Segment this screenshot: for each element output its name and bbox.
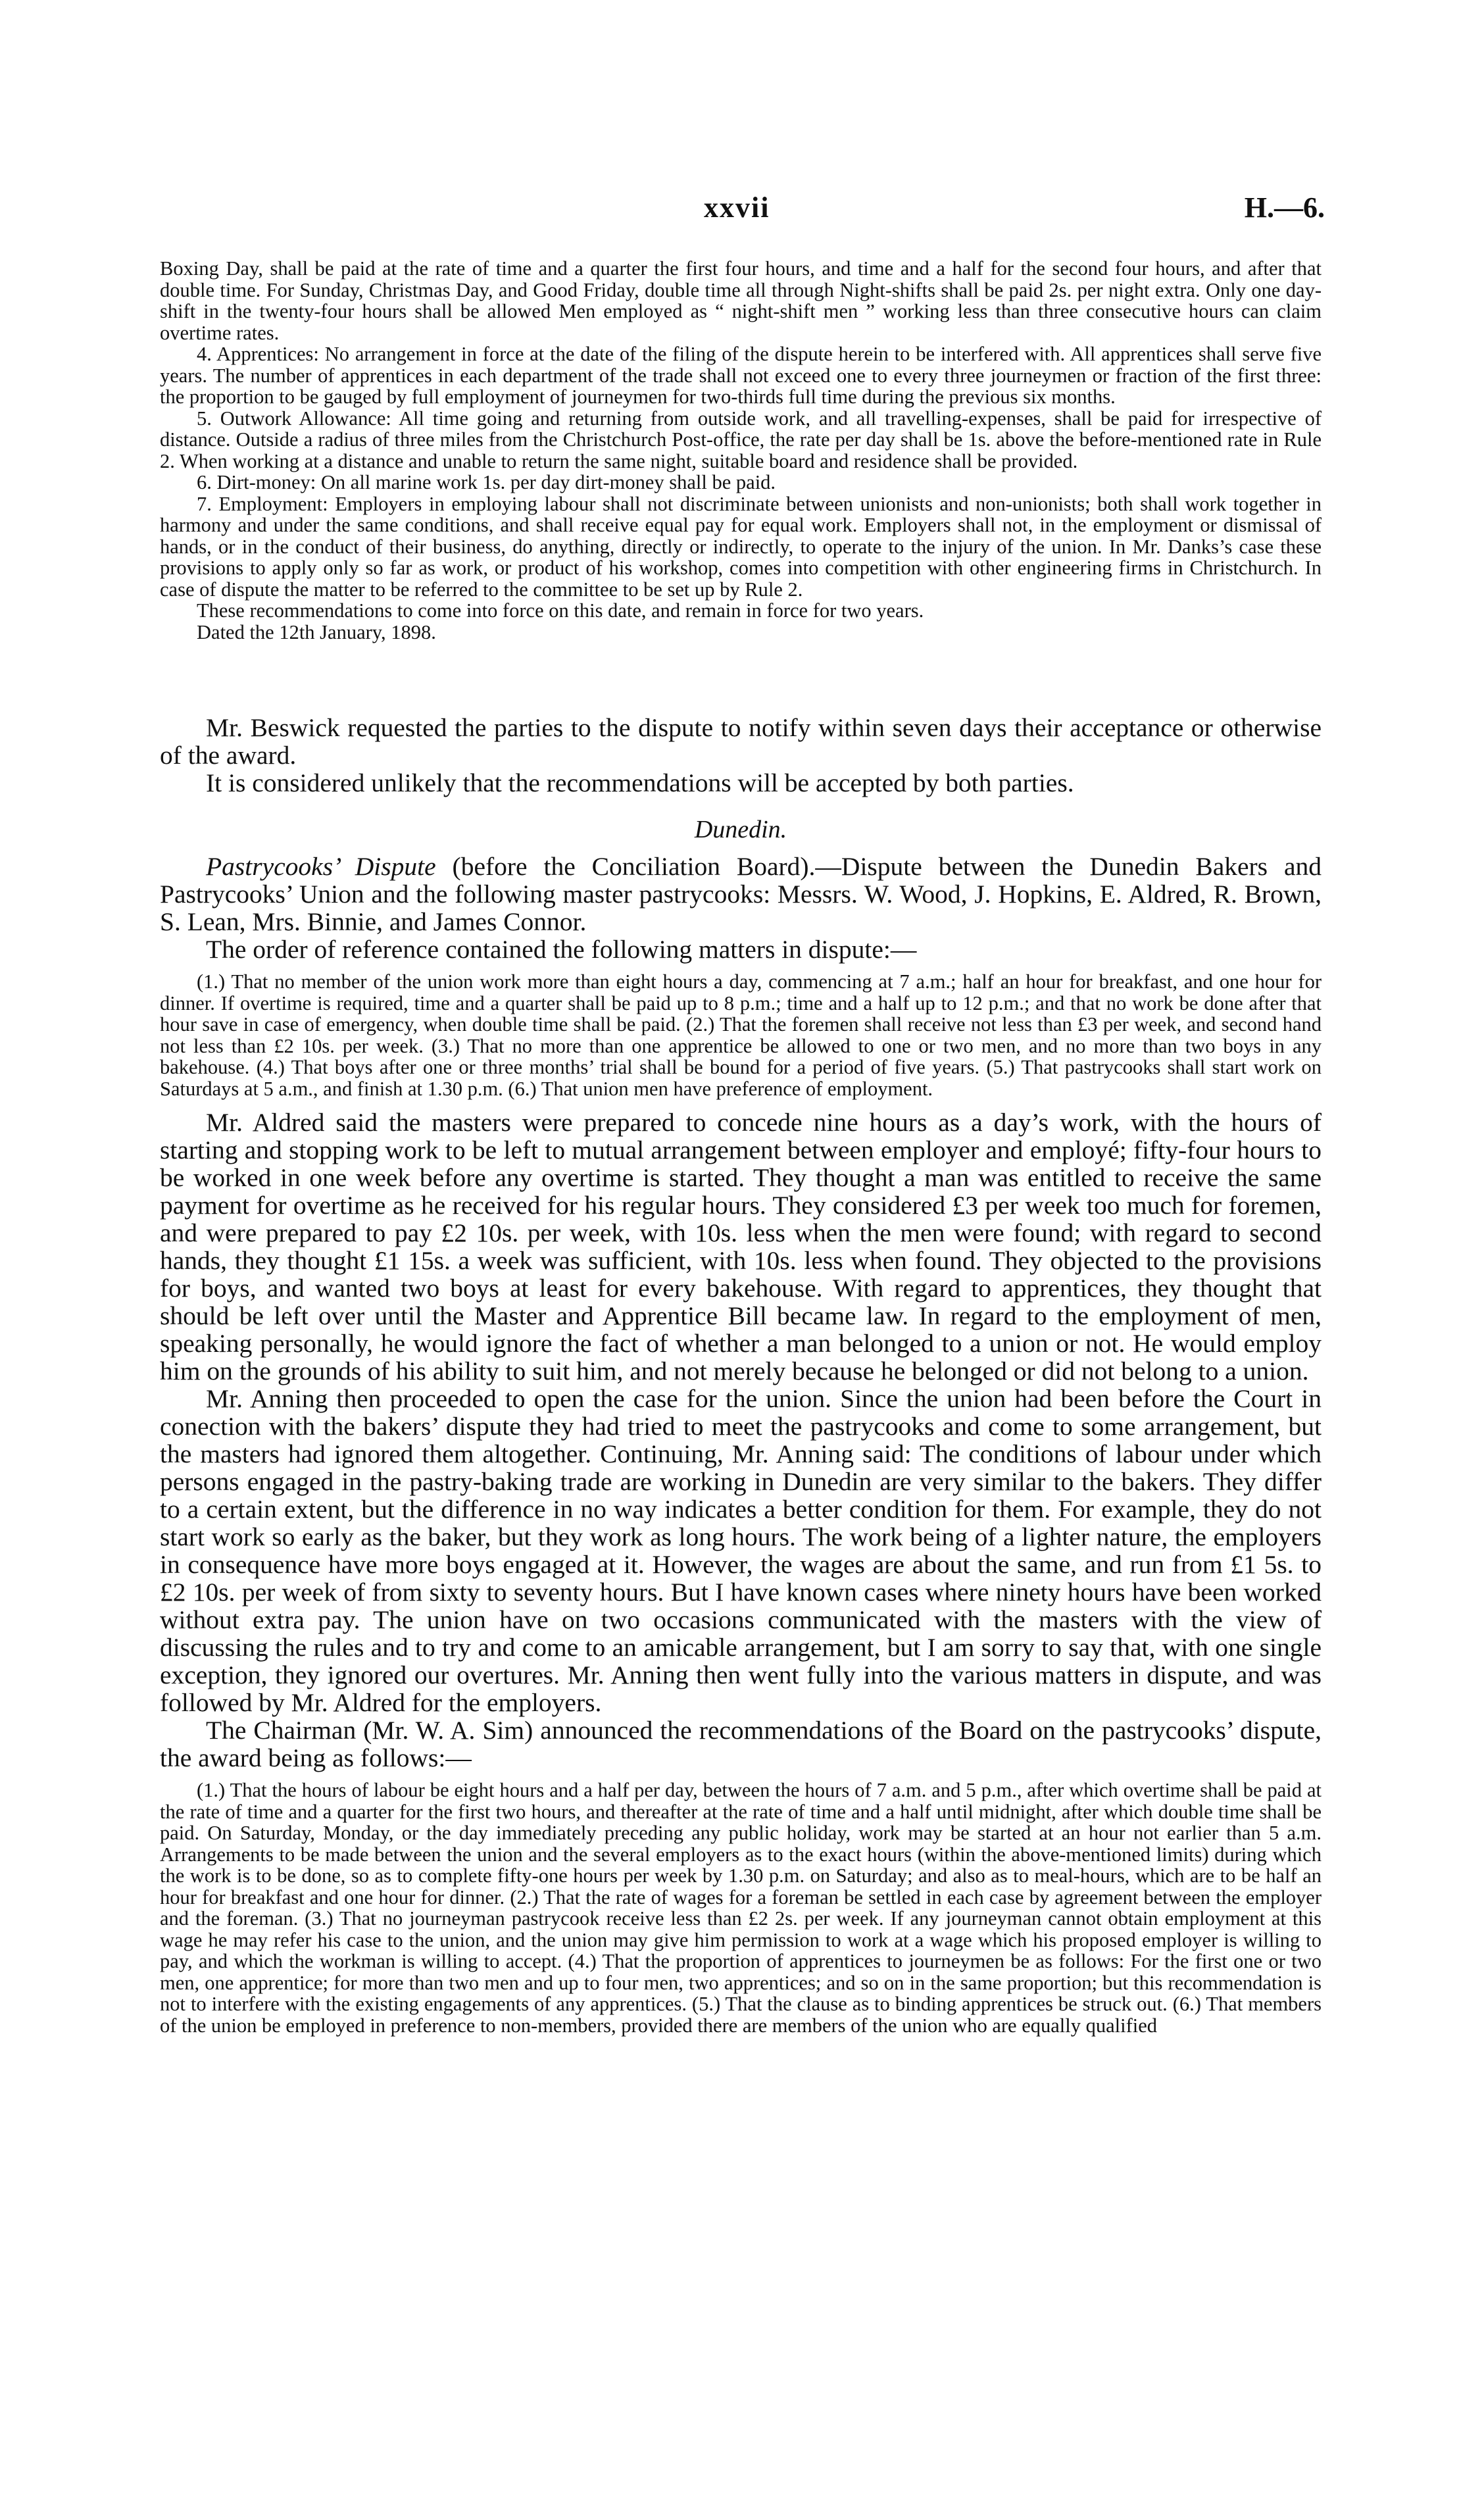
overtime-paragraph: Boxing Day, shall be paid at the rate of time and a quarter the first four hours, and time and a half for the second four hours, and after that double time. For Sunday, Christmas Day, and Good Friday, double time all through Night-shifts shall be paid 2s. per night extra. Only one day-shift in the twenty-four hours shall be allowed Men employed as “ night-shift men ” working less than three consecutive hours can claim overtime rates. xyxy=(160,257,1322,344)
apprentices-clause: 4. Apprentices: No arrangement in force at the date of the filing of the dispute herein to be interfered with. All apprentices shall serve five years. The number of apprentices in each department of the trade shall not exceed one to every three journeymen or fraction of the first three: the proportion to be gauged by full employment of journeymen for two-thirds full time during the previous six months. xyxy=(160,343,1322,408)
dispute-intro-text: (before the Conciliation Board).—Dispute between the Dunedin Bakers and Pastrycooks’ Union and the following master pastrycooks: Messrs. W. Wood, J. Hopkins, E. Aldred, R. Brown, S. Lean, Mrs. Binnie, and James Connor. xyxy=(160,852,1322,936)
dirt-money-clause: 6. Dirt-money: On all marine work 1s. per day dirt-money shall be paid. xyxy=(197,471,776,493)
unlikely-acceptance-paragraph: It is considered unlikely that the recommendations will be accepted by both parties. xyxy=(206,768,1074,797)
outwork-allowance-clause: 5. Outwork Allowance: All time going and returning from outside work, and all travelling-expenses, shall be paid for irrespective of distance. Outside a radius of three miles from the Christchurch Post-office, the rate per day shall be 1s. above the before-mentioned rate in Rule 2. When working at a distance and unable to return the same night, suitable board and residence shall be provided. xyxy=(160,407,1322,472)
anning-statement: Mr. Anning then proceeded to open the case for the union. Since the union had been before the Court in conection with the bakers’ dispute they had tried to meet the pastrycooks and come to some arrangement, but the masters had ignored them altogether. Continuing, Mr. Anning said: The conditions of labour under which persons engaged in the pastry-baking trade are working in Dunedin are very similar to the bakers. They differ to a certain extent, but the difference in no way indicates a better condition for them. For example, they do not start work so early as the baker, but they work as long hours. The work being of a lighter nature, the employers in consequence have more boys engaged at it. However, the wages are about the same, and run from £1 5s. to £2 10s. per week of from sixty to seventy hours. But I have known cases where ninety hours have been worked without extra pay. The union have on two occasions communicated with the masters with the view of discussing the rules and to try and come to an amicable arrangement, but I am sorry to say that, with one single exception, they ignored our overtures. Mr. Anning then went fully into the various matters in dispute, and was followed by Mr. Aldred for the employers. xyxy=(160,1384,1322,1717)
commencement-clause: These recommendations to come into force on this date, and remain in force for two years. xyxy=(197,599,924,622)
beswick-notice xyxy=(160,714,1322,797)
dunedin-section xyxy=(160,816,1322,2036)
page-number: xxvii xyxy=(704,191,770,224)
dispute-title: Pastrycooks’ Dispute xyxy=(206,852,436,881)
chairman-announcement: The Chairman (Mr. W. A. Sim) announced the recommendations of the Board on the pastrycooks’ dispute, the award being as follows:— xyxy=(160,1716,1322,1772)
document-reference: H.—6. xyxy=(1244,191,1325,224)
award-recommendations: (1.) That the hours of labour be eight hours and a half per day, between the hours of 7 a.m. and 5 p.m., after which overtime shall be paid at the rate of time and a quarter for the first two hours, and thereafter at the rate of time and a half until midnight, after which double time shall be paid. On Saturday, Monday, or the day immediately preceding any public holiday, work may be started at an hour not earlier than 5 a.m. Arrangements to be made between the union and the several employers as to the exact hours (within the above-mentioned limits) during which the work is to be done, so as to complete fifty-one hours per week by 1.30 p.m. on Saturday; and also as to meal-hours, which are to be half an hour for breakfast and one hour for dinner. (2.) That the rate of wages for a foreman be settled in each case by agreement between the employer and the foreman. (3.) That no journeyman pastrycook receive less than £2 2s. per week. If any journeyman cannot obtain employment at this wage he may refer his case to the union, and the union may give him permission to work at a wage which his proposed employer is willing to pay, and which the workman is willing to accept. (4.) That the proportion of apprentices to journeymen be as follows: For the first one or two men, one apprentice; for more than two men and up to four men, two apprentices; and so on in the same proportion; but this recommendation is not to interfere with the existing engagements of any apprentices. (5.) That the clause as to binding apprentices be struck out. (6.) That members of the union be employed in preference to non-members, provided there are members of the union who are equally qualified xyxy=(160,1779,1322,2037)
page-header xyxy=(0,191,1484,230)
beswick-paragraph: Mr. Beswick requested the parties to the dispute to notify within seven days their acceptance or otherwise of the award. xyxy=(160,713,1322,770)
matters-in-dispute: (1.) That no member of the union work more than eight hours a day, commencing at 7 a.m.; half an hour for breakfast, and one hour for dinner. If overtime is required, time and a quarter shall be paid up to 8 p.m.; time and a half up to 12 p.m.; and that no work be done after that hour save in case of emergency, when double time shall be paid. (2.) That the foremen shall receive not less than £3 per week, and second hand not less than £2 10s. per week. (3.) That no more than one apprentice be allowed to one or two men, and no more than two boys in any bakehouse. (4.) That boys after one or three months’ trial shall be bound for a period of five years. (5.) That pastrycooks shall start work on Saturdays at 5 a.m., and finish at 1.30 p.m. (6.) That union men have preference of employment. xyxy=(160,970,1322,1100)
aldred-statement: Mr. Aldred said the masters were prepared to concede nine hours as a day’s work, with the hours of starting and stopping work to be left to mutual arrangement between employer and employé; fifty-four hours to be worked in one week before any overtime is started. They thought a man was entitled to receive the same payment for overtime as he received for his regular hours. They considered £3 per week too much for foremen, and were prepared to pay £2 10s. per week, with 10s. less when the men were found; with regard to second hands, they thought £1 15s. a week was sufficient, with 10s. less when found. They objected to the provisions for boys, and wanted two boys at least for every bakehouse. With regard to apprentices, they thought that should be left over until the Master and Apprentice Bill became law. In regard to the employment of men, speaking personally, he would ignore the fact of whether a man belonged to a union or not. He would employ him on the grounds of his ability to suit him, and not merely because he belonged or did not belong to a union. xyxy=(160,1108,1322,1385)
section-heading: Dunedin. xyxy=(694,816,787,843)
christchurch-award-continued xyxy=(160,258,1322,643)
order-of-reference-line: The order of reference contained the following matters in dispute:— xyxy=(206,935,917,964)
dated-line: Dated the 12th January, 1898. xyxy=(197,620,436,643)
employment-clause: 7. Employment: Employers in employing labour shall not discriminate between unionists and non-unionists; both shall work together in harmony and under the same conditions, and shall receive equal pay for equal work. Employers shall not, in the employment or dismissal of hands, or in the conduct of their business, do anything, directly or indirectly, to operate to the injury of the union. In Mr. Danks’s case these provisions to apply only so far as work, or product of his workshop, comes into competition with other engineering firms in Christchurch. In case of dispute the matter to be referred to the committee to be set up by Rule 2. xyxy=(160,492,1322,601)
dispute-intro-paragraph xyxy=(160,853,1322,935)
